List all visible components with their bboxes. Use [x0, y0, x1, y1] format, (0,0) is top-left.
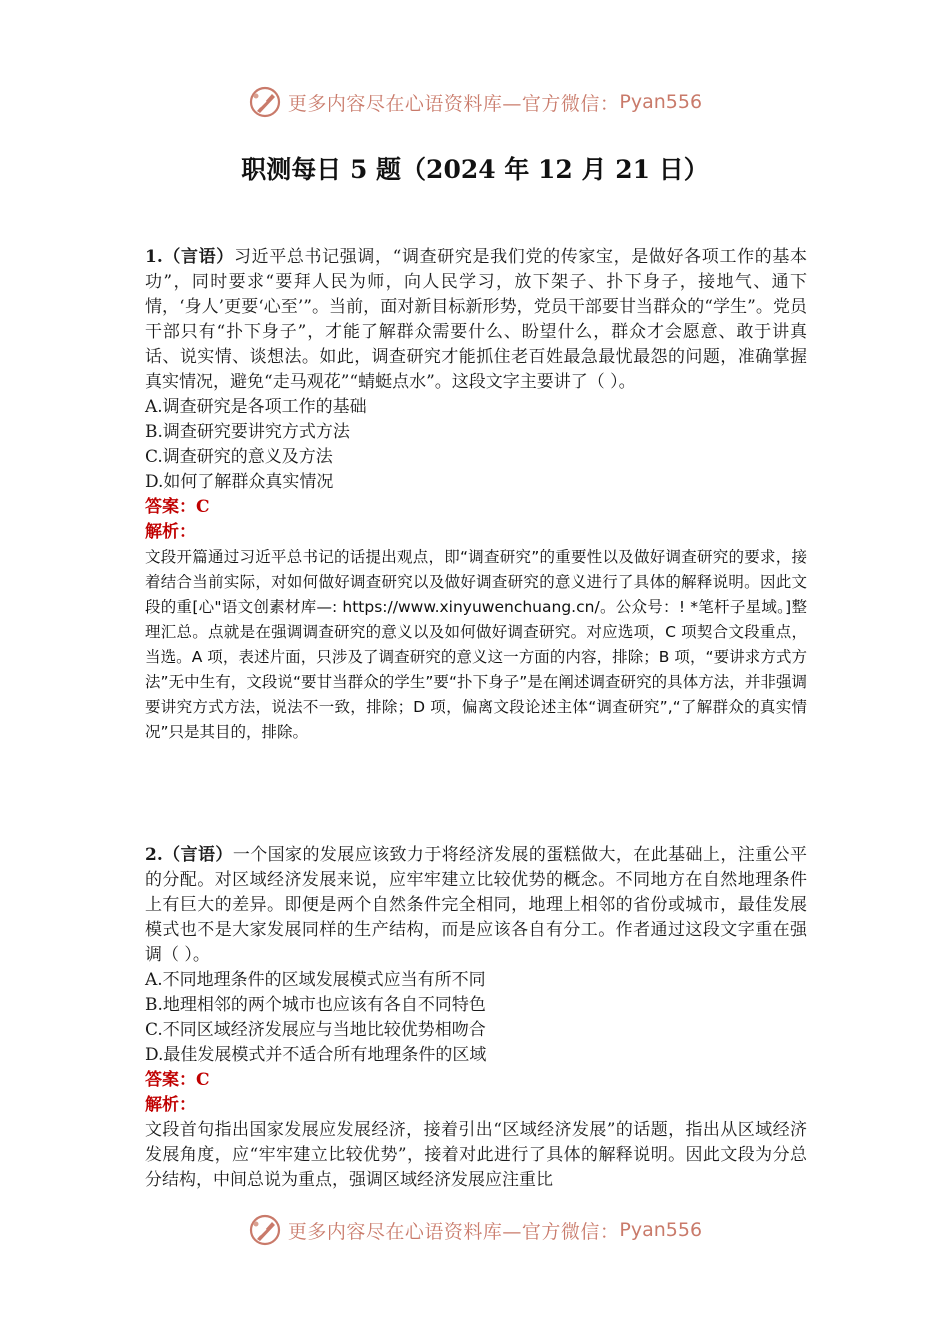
watermark-banner-bottom [0, 1210, 950, 1250]
question-2 [145, 843, 807, 1193]
watermark-wechat-id: Pyan556 [619, 1219, 703, 1241]
watermark-text: 更多内容尽在心语资料库—官方微信： [287, 1220, 620, 1243]
option-c: C.调查研究的意义及方法 [145, 447, 333, 467]
option-b: B.地理相邻的两个城市也应该有各自不同特色 [145, 995, 486, 1015]
page-title: 职测每日 5 题（2024 年 12 月 21 日） [241, 155, 709, 184]
question-tag: （言语） [162, 845, 233, 865]
option-d: D.如何了解群众真实情况 [145, 472, 334, 492]
question-stem [145, 245, 807, 395]
watermark-banner-top [0, 82, 950, 122]
question-text: 一个国家的发展应该致力于将经济发展的蛋糕做大，在此基础上，注重公平的分配。对区域经济发展来说，应牢牢建立比较优势的概念。不同地方在自然地理条件上有巨大的差异。即便是两个自然条件完全相同，地理上相邻的省份或城市，最佳发展模式也不是大家发展同样的生产结构，而是应该各自有分工。作者通过这段文字重在强调（ ）。 [145, 845, 808, 965]
analysis-text: 文段首句指出国家发展应发展经济，接着引出“区域经济发展”的话题，指出从区域经济发展角度，应“牢牢建立比较优势”，接着对此进行了具体的解释说明。因此文段为分总分结构，中间总说为重点，强调区域经济发展应注重比 [145, 1120, 807, 1190]
question-1 [145, 245, 807, 745]
option-b: B.调查研究要讲究方式方法 [145, 422, 350, 442]
option-a: A.调查研究是各项工作的基础 [145, 397, 367, 417]
question-stem [145, 843, 807, 968]
option-c: C.不同区域经济发展应与当地比较优势相吻合 [145, 1020, 486, 1040]
answer: 答案：C [145, 1070, 210, 1090]
analysis-text: 文段开篇通过习近平总书记的话提出观点，即“调查研究”的重要性以及做好调查研究的要求，接着结合当前实际，对如何做好调查研究以及做好调查研究的意义进行了具体的解释说明。因此文段的重[心"语文创素材库—: https://www.xinyuwenchuang.cn/。公众号：! *笔杆子星域。]整理汇总。点就是在强调调查研究的意义以及如何做好调查研究。对应选项，C 项契合文段重点，当选。A 项，表述片面，只涉及了调查研究的意义这一方面的内容，排除；B 项，“要讲求方式方法”无中生有，文段说“要甘当群众的学生”要“扑下身子”是在阐述调查研究的具体方法，并非强调要讲究方式方法，说法不一致，排除；D 项，偏离文段论述主体“调查研究”,“了解群众的真实情况”只是其目的，排除。 [145, 548, 807, 741]
analysis-label: 解析： [145, 1095, 196, 1115]
question-number: 2. [145, 845, 163, 865]
question-tag: （言语） [162, 247, 234, 267]
quill-pen-logo-icon [248, 1213, 282, 1247]
option-d: D.最佳发展模式并不适合所有地理条件的区域 [145, 1045, 487, 1065]
question-text: 习近平总书记强调，“调查研究是我们党的传家宝，是做好各项工作的基本功”，同时要求“要拜人民为师，向人民学习，放下架子、扑下身子，接地气、通下情，‘身人’更要‘心至’”。当前，面对新目标新形势，党员干部要甘当群众的“学生”。党员干部只有“扑下身子”，才能了解群众需要什么、盼望什么，群众才会愿意、敢于讲真话、说实情、谈想法。如此，调查研究才能抓住老百姓最急最忧最怨的问题，准确掌握真实情况，避免“走马观花”“蜻蜓点水”。这段文字主要讲了（ ）。 [145, 247, 807, 392]
question-number: 1. [145, 247, 163, 267]
option-a: A.不同地理条件的区域发展模式应当有所不同 [145, 970, 486, 990]
analysis-label: 解析： [145, 522, 196, 542]
watermark-text: 更多内容尽在心语资料库—官方微信： [287, 92, 620, 115]
quill-pen-logo-icon [248, 85, 282, 119]
answer: 答案：C [145, 497, 210, 517]
watermark-wechat-id: Pyan556 [619, 91, 703, 113]
